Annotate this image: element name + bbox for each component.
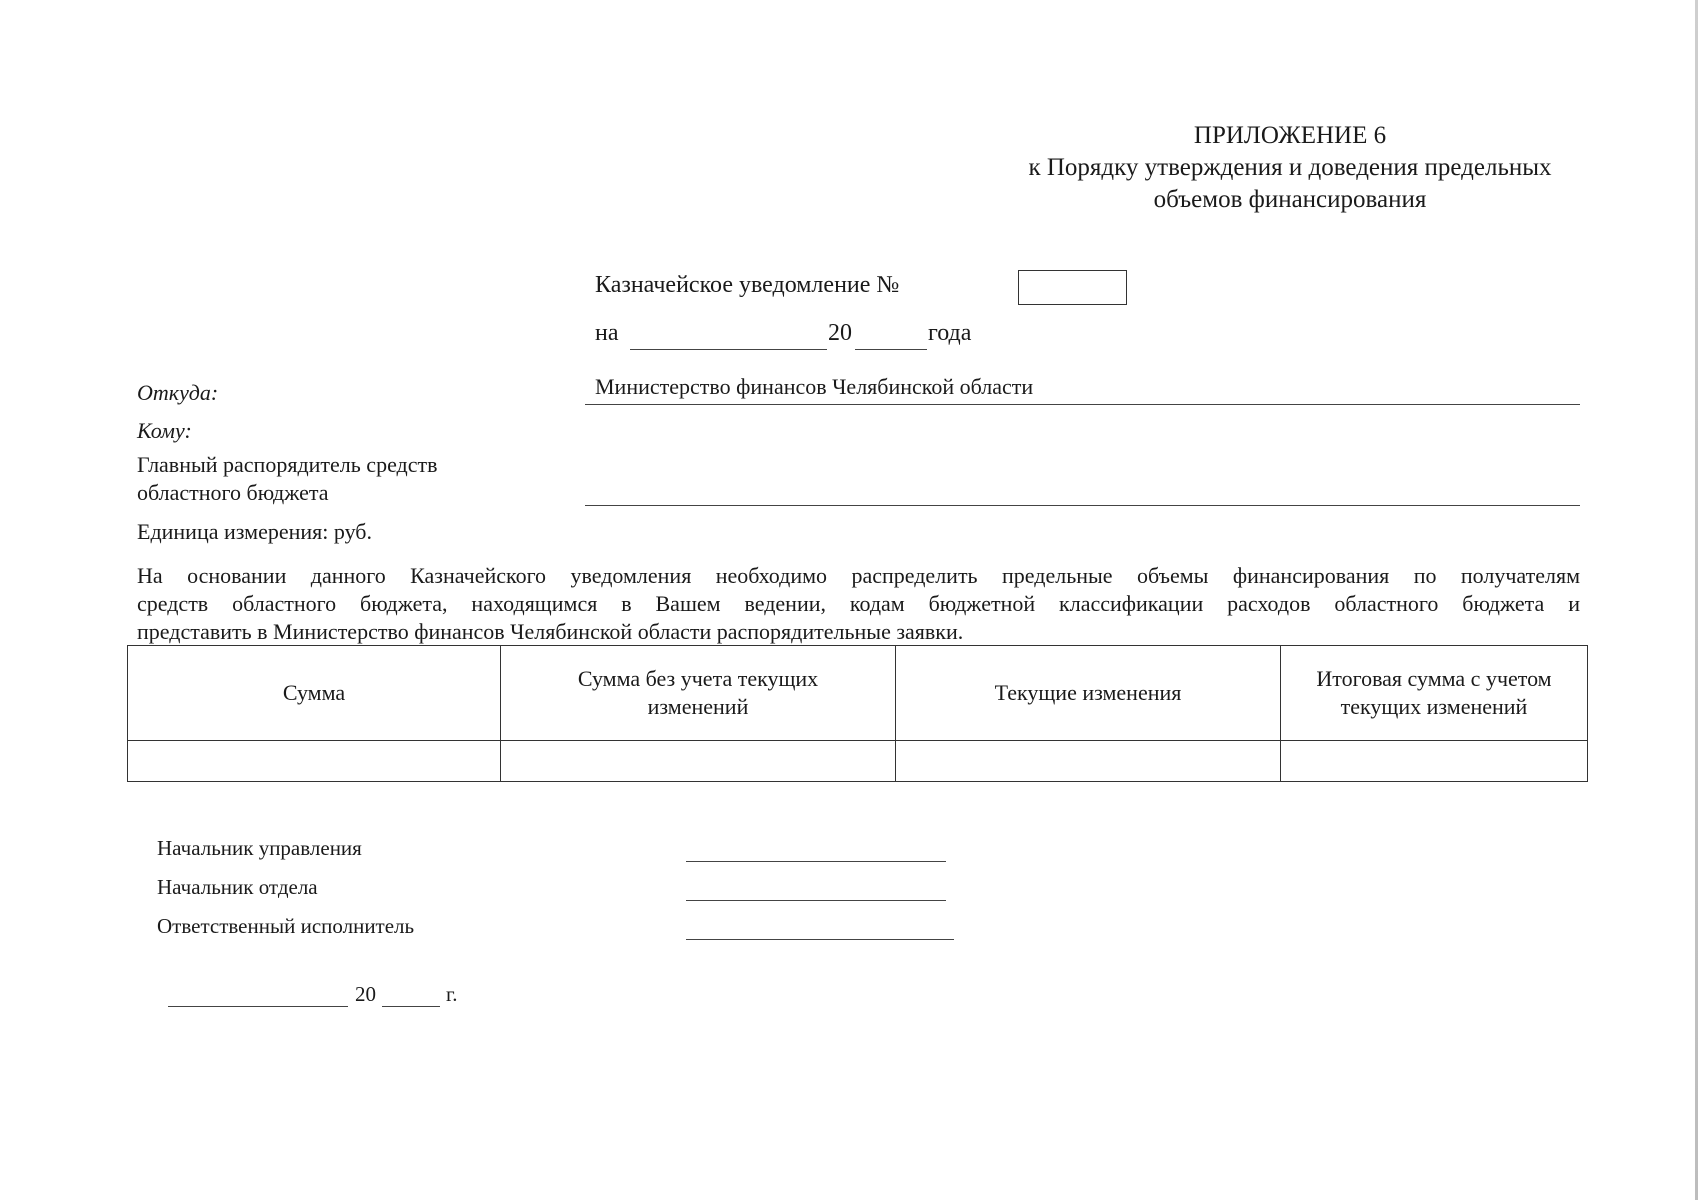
footer-date-suffix: г. — [446, 982, 458, 1006]
table-cell[interactable] — [1281, 741, 1588, 782]
appendix-header — [990, 120, 1590, 216]
appendix-subtitle-line1: к Порядку утверждения и доведения предельных — [1028, 154, 1552, 181]
paragraph-line: На основании данного Казначейского уведомления необходимо распределить предельные объемы финансирования по получателям — [137, 563, 1580, 588]
unit-label: Единица измерения: руб. — [137, 519, 372, 544]
paragraph-line: представить в Министерство финансов Челябинской области распорядительные заявки. — [137, 619, 964, 644]
signature-role-head-of-section: Начальник отдела — [157, 875, 318, 899]
recipient-label-line1: Главный распорядитель средств — [137, 452, 438, 477]
table-row — [128, 741, 1588, 782]
column-header-amount: Сумма — [128, 646, 501, 741]
column-header-total-with-changes: Итоговая сумма с учетом текущих изменений — [1281, 646, 1588, 741]
notice-number-field[interactable] — [1018, 270, 1127, 305]
appendix-title: ПРИЛОЖЕНИЕ 6 — [1193, 122, 1387, 149]
footer-date-year-blank[interactable] — [382, 1006, 440, 1007]
date-day-month-blank[interactable] — [630, 349, 827, 350]
date-year-prefix: 20 — [828, 320, 852, 346]
recipient-label-line2: областного бюджета — [137, 480, 329, 505]
footer-date-day-month-blank[interactable] — [168, 1006, 348, 1007]
signature-line[interactable] — [686, 861, 946, 862]
signature-line[interactable] — [686, 939, 954, 940]
column-header-current-changes: Текущие изменения — [896, 646, 1281, 741]
signature-line[interactable] — [686, 900, 946, 901]
appendix-subtitle-line2: объемов финансирования — [1153, 186, 1427, 213]
recipient-field[interactable] — [585, 505, 1580, 506]
column-header-amount-without-changes: Сумма без учета текущих изменений — [501, 646, 896, 741]
table-cell[interactable] — [896, 741, 1281, 782]
table-header-row — [128, 646, 1588, 741]
date-prefix: на — [595, 320, 619, 346]
date-year-suffix: года — [928, 320, 972, 346]
from-underline — [585, 404, 1580, 405]
amount-table — [127, 645, 1588, 782]
instruction-paragraph — [137, 562, 1580, 646]
signature-role-executor: Ответственный исполнитель — [157, 914, 415, 938]
to-label: Кому: — [137, 418, 192, 443]
from-label: Откуда: — [137, 380, 219, 405]
from-value: Министерство финансов Челябинской области — [595, 374, 1034, 399]
table-cell[interactable] — [501, 741, 896, 782]
notice-title: Казначейское уведомление № — [595, 272, 900, 298]
signature-role-head-of-department: Начальник управления — [157, 836, 362, 860]
table-cell[interactable] — [128, 741, 501, 782]
footer-date-year-prefix: 20 — [355, 982, 376, 1006]
date-year-blank[interactable] — [855, 349, 927, 350]
paragraph-line: средств областного бюджета, находящимся в Вашем ведении, кодам бюджетной классификации расходов областного бюджета и — [137, 591, 1580, 616]
